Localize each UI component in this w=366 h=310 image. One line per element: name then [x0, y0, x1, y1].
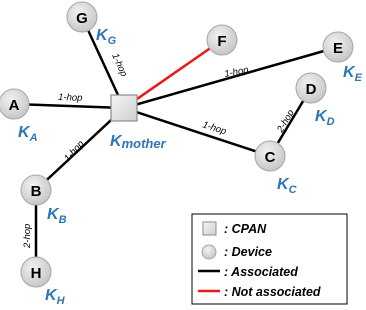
device-node-a — [0, 89, 29, 119]
edge-mother-a — [14, 104, 124, 108]
node-letter-h: H — [30, 265, 42, 282]
legend-cpan-label: : CPAN — [224, 222, 267, 236]
node-letter-e: E — [332, 40, 344, 57]
node-letter-g: G — [76, 10, 88, 27]
legend-cpan-icon — [203, 222, 216, 235]
hop-label-mother-c: 1-hop — [201, 119, 228, 138]
device-node-g — [67, 2, 97, 32]
legend-associated-label: : Associated — [224, 265, 298, 279]
key-label-d: $K_D$ — [315, 108, 335, 128]
key-label-e: $K_E$ — [343, 64, 362, 84]
hop-label-c-d: 2-hop — [275, 107, 297, 135]
node-letter-b: B — [30, 183, 42, 200]
legend-device-icon — [202, 245, 216, 259]
device-node-c — [255, 141, 285, 171]
key-label-mother: Kmother — [110, 133, 166, 151]
hop-label-mother-a: 1-hop — [57, 92, 83, 104]
device-node-e — [323, 32, 353, 62]
hop-label-mother-b: 1-hop — [62, 138, 87, 165]
edge-mother-f — [124, 40, 222, 108]
key-label-a: $K_A$ — [18, 124, 38, 144]
key-label-g: $K_G$ — [96, 27, 117, 47]
device-node-d — [296, 73, 326, 103]
node-letter-d: D — [305, 81, 317, 98]
key-label-c: $K_C$ — [277, 176, 297, 196]
node-letter-c: C — [264, 149, 276, 166]
device-node-b — [21, 175, 51, 205]
legend-device-label: : Device — [224, 245, 272, 259]
device-node-h — [21, 257, 51, 287]
node-letter-f: F — [217, 33, 227, 50]
device-node-f — [207, 25, 237, 55]
node-letter-a: A — [8, 97, 20, 114]
hop-label-mother-g: 1-hop — [109, 51, 130, 79]
key-label-b: $K_B$ — [47, 206, 67, 226]
legend — [192, 214, 347, 304]
legend-not-associated-label: : Not associated — [224, 285, 321, 299]
hop-label-b-h: 2-hop — [22, 223, 33, 248]
hop-label-mother-e: 1-hop — [223, 64, 250, 80]
key-label-h: $K_H$ — [45, 287, 65, 307]
cpan-node — [111, 95, 137, 121]
